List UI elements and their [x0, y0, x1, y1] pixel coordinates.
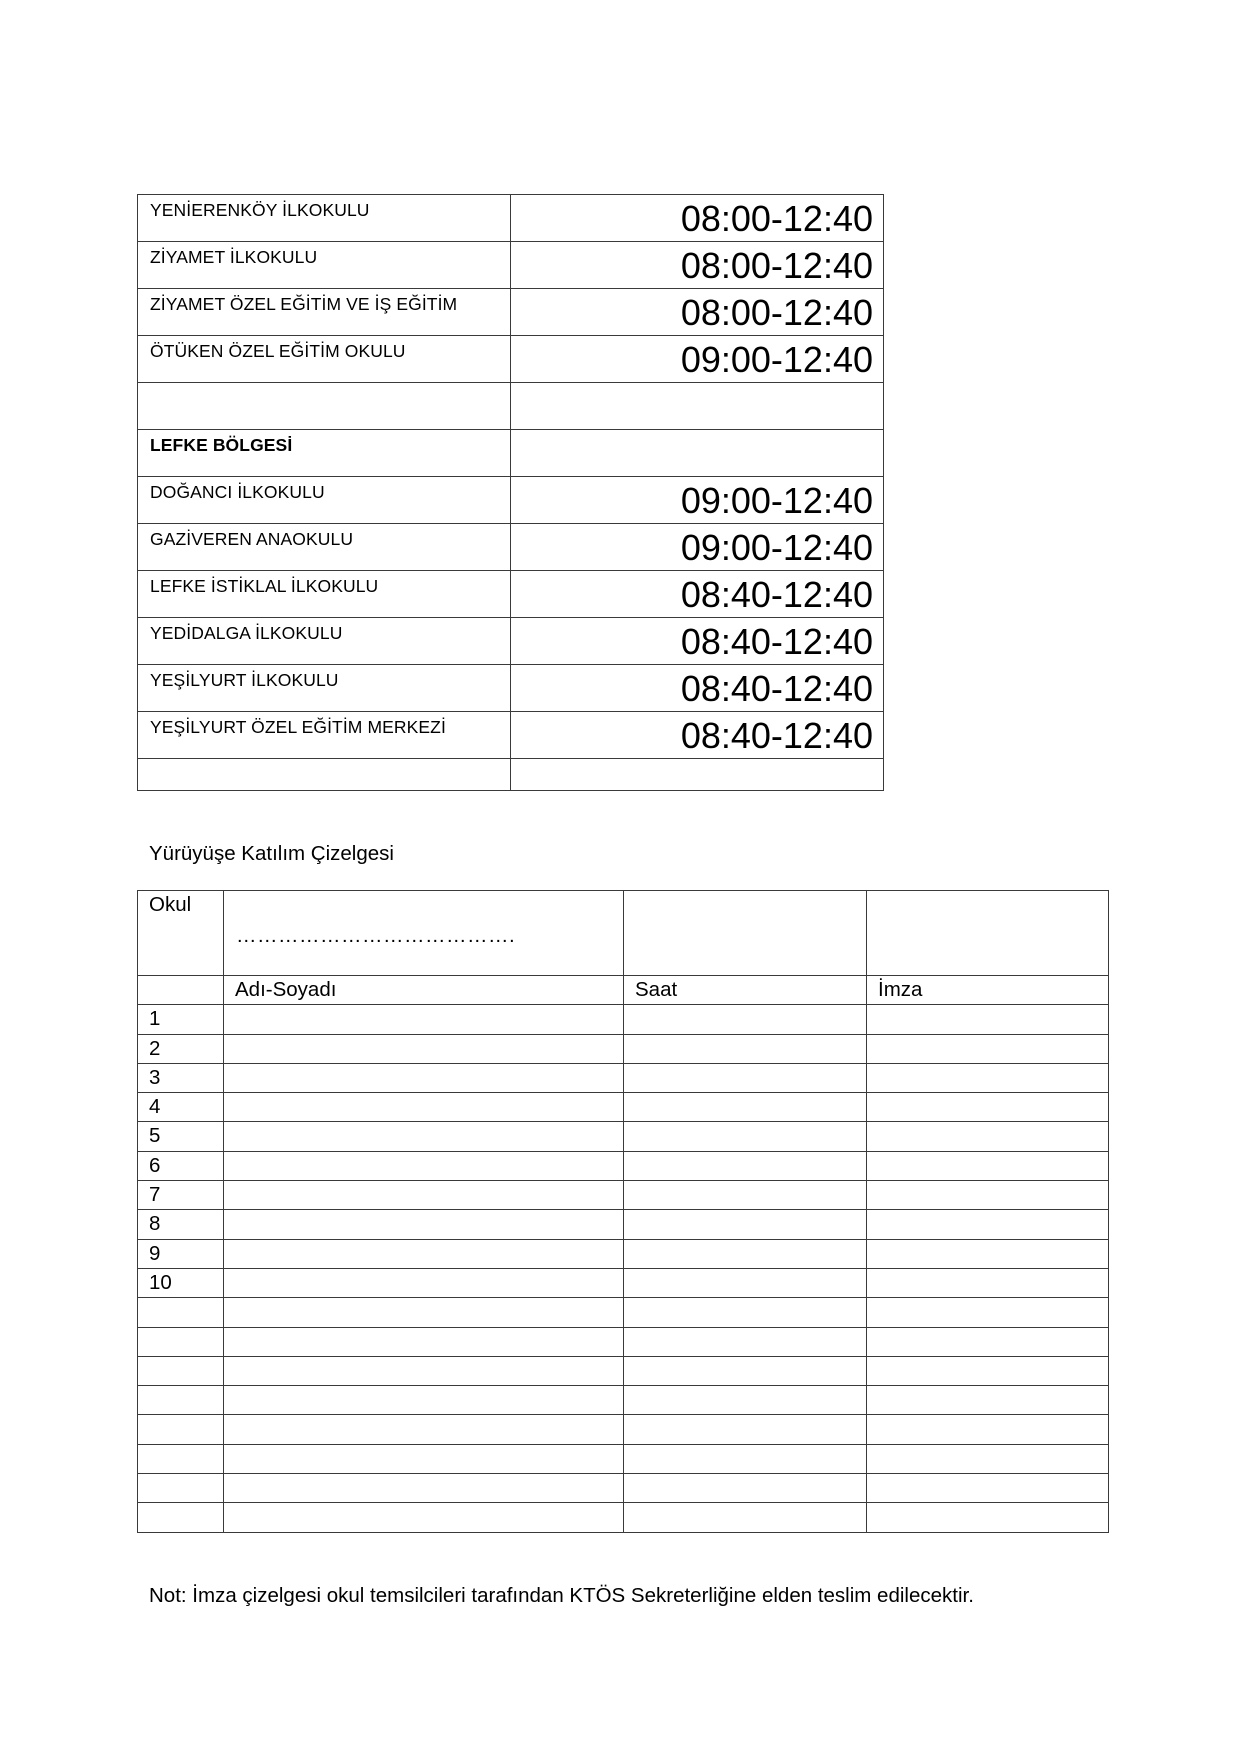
attendance-row — [138, 1063, 1109, 1092]
school-name — [138, 759, 511, 791]
name-cell[interactable] — [224, 1415, 624, 1444]
name-cell[interactable] — [224, 1210, 624, 1239]
signature-cell[interactable] — [867, 1034, 1109, 1063]
schedule-row — [138, 524, 884, 571]
school-time: 08:00-12:40 — [511, 242, 884, 289]
school-name — [138, 383, 511, 430]
school-name: YEŞİLYURT ÖZEL EĞİTİM MERKEZİ — [138, 712, 511, 759]
school-time: 08:40-12:40 — [511, 618, 884, 665]
row-number — [138, 1356, 224, 1385]
attendance-school-row — [138, 891, 1109, 976]
name-cell[interactable] — [224, 1093, 624, 1122]
time-cell[interactable] — [624, 1298, 867, 1327]
attendance-title: Yürüyüşe Katılım Çizelgesi — [149, 842, 394, 865]
name-cell[interactable] — [224, 1474, 624, 1503]
signature-cell[interactable] — [867, 1268, 1109, 1297]
school-time — [511, 383, 884, 430]
school-time — [511, 759, 884, 791]
attendance-row — [138, 1239, 1109, 1268]
signature-cell[interactable] — [867, 1474, 1109, 1503]
row-number: 4 — [138, 1093, 224, 1122]
name-cell[interactable] — [224, 1386, 624, 1415]
name-cell[interactable] — [224, 1181, 624, 1210]
time-cell[interactable] — [624, 1356, 867, 1385]
name-cell[interactable] — [224, 1005, 624, 1034]
attendance-body — [138, 891, 1109, 1533]
time-cell[interactable] — [624, 1503, 867, 1532]
name-cell[interactable] — [224, 1356, 624, 1385]
row-number — [138, 1386, 224, 1415]
signature-cell[interactable] — [867, 1386, 1109, 1415]
attendance-row — [138, 1474, 1109, 1503]
name-cell[interactable] — [224, 1063, 624, 1092]
row-number: 9 — [138, 1239, 224, 1268]
attendance-row — [138, 1298, 1109, 1327]
school-name: LEFKE İSTİKLAL İLKOKULU — [138, 571, 511, 618]
name-cell[interactable] — [224, 1122, 624, 1151]
school-time: 09:00-12:40 — [511, 477, 884, 524]
school-time: 08:40-12:40 — [511, 665, 884, 712]
time-cell[interactable] — [624, 1415, 867, 1444]
row-number — [138, 1503, 224, 1532]
school-name: DOĞANCI İLKOKULU — [138, 477, 511, 524]
row-number — [138, 1444, 224, 1473]
schedule-row — [138, 289, 884, 336]
signature-cell[interactable] — [867, 1005, 1109, 1034]
row-number: 8 — [138, 1210, 224, 1239]
signature-cell[interactable] — [867, 1181, 1109, 1210]
school-name: YEDİDALGA İLKOKULU — [138, 618, 511, 665]
time-cell[interactable] — [624, 1181, 867, 1210]
attendance-table — [137, 890, 1109, 1533]
school-name: YEŞİLYURT İLKOKULU — [138, 665, 511, 712]
time-cell[interactable] — [624, 1005, 867, 1034]
row-number: 1 — [138, 1005, 224, 1034]
time-cell[interactable] — [624, 1474, 867, 1503]
name-cell[interactable] — [224, 1444, 624, 1473]
time-cell[interactable] — [624, 1210, 867, 1239]
school-name: ZİYAMET İLKOKULU — [138, 242, 511, 289]
row-number: 6 — [138, 1151, 224, 1180]
row-number: 2 — [138, 1034, 224, 1063]
row-number: 5 — [138, 1122, 224, 1151]
attendance-row — [138, 1386, 1109, 1415]
attendance-row — [138, 1415, 1109, 1444]
schedule-table — [137, 194, 884, 791]
signature-cell[interactable] — [867, 1444, 1109, 1473]
school-name-field[interactable]: …………………………………. — [224, 891, 624, 976]
row-number — [138, 1474, 224, 1503]
name-cell[interactable] — [224, 1327, 624, 1356]
time-cell[interactable] — [624, 1444, 867, 1473]
signature-cell[interactable] — [867, 1298, 1109, 1327]
name-cell[interactable] — [224, 1151, 624, 1180]
schedule-row — [138, 618, 884, 665]
school-time — [511, 430, 884, 477]
time-cell[interactable] — [624, 1151, 867, 1180]
attendance-row — [138, 1210, 1109, 1239]
schedule-row — [138, 336, 884, 383]
signature-cell[interactable] — [867, 1122, 1109, 1151]
schedule-row — [138, 759, 884, 791]
attendance-row — [138, 1327, 1109, 1356]
row-number — [138, 1415, 224, 1444]
school-name: YENİERENKÖY İLKOKULU — [138, 195, 511, 242]
school-time: 09:00-12:40 — [511, 336, 884, 383]
attendance-row — [138, 1005, 1109, 1034]
school-time: 08:40-12:40 — [511, 712, 884, 759]
attendance-row — [138, 1444, 1109, 1473]
school-label: Okul — [138, 891, 224, 976]
schedule-row — [138, 383, 884, 430]
row-number: 7 — [138, 1181, 224, 1210]
time-cell[interactable] — [624, 1093, 867, 1122]
row-number — [138, 1327, 224, 1356]
attendance-row — [138, 1151, 1109, 1180]
time-cell[interactable] — [624, 1386, 867, 1415]
row-number: 3 — [138, 1063, 224, 1092]
school-name: ZİYAMET ÖZEL EĞİTİM VE İŞ EĞİTİM — [138, 289, 511, 336]
signature-cell[interactable] — [867, 1327, 1109, 1356]
name-cell[interactable] — [224, 1298, 624, 1327]
time-cell[interactable] — [624, 1063, 867, 1092]
region-heading: LEFKE BÖLGESİ — [138, 430, 511, 477]
schedule-row — [138, 712, 884, 759]
time-cell[interactable] — [624, 1239, 867, 1268]
time-cell[interactable] — [624, 1327, 867, 1356]
header-number — [138, 976, 224, 1005]
signature-cell[interactable] — [867, 1210, 1109, 1239]
school-name: ÖTÜKEN ÖZEL EĞİTİM OKULU — [138, 336, 511, 383]
school-time: 09:00-12:40 — [511, 524, 884, 571]
attendance-row — [138, 1268, 1109, 1297]
schedule-row — [138, 665, 884, 712]
schedule-row — [138, 571, 884, 618]
signature-cell[interactable] — [867, 1151, 1109, 1180]
signature-cell[interactable] — [867, 1503, 1109, 1532]
schedule-row — [138, 430, 884, 477]
time-cell[interactable] — [624, 1268, 867, 1297]
attendance-row — [138, 1503, 1109, 1532]
row-number — [138, 1298, 224, 1327]
header-name: Adı-Soyadı — [224, 976, 624, 1005]
school-time: 08:40-12:40 — [511, 571, 884, 618]
name-cell[interactable] — [224, 1503, 624, 1532]
school-name: GAZİVEREN ANAOKULU — [138, 524, 511, 571]
school-time: 08:00-12:40 — [511, 195, 884, 242]
name-cell[interactable] — [224, 1268, 624, 1297]
school-extra-cell — [624, 891, 867, 976]
school-extra-cell — [867, 891, 1109, 976]
signature-cell[interactable] — [867, 1356, 1109, 1385]
signature-cell[interactable] — [867, 1239, 1109, 1268]
header-time: Saat — [624, 976, 867, 1005]
attendance-row — [138, 1122, 1109, 1151]
attendance-header-row — [138, 976, 1109, 1005]
schedule-body — [138, 195, 884, 791]
schedule-row — [138, 195, 884, 242]
footer-note: Not: İmza çizelgesi okul temsilcileri tarafından KTÖS Sekreterliğine elden teslim edilecektir. — [149, 1584, 974, 1607]
row-number: 10 — [138, 1268, 224, 1297]
attendance-row — [138, 1093, 1109, 1122]
time-cell[interactable] — [624, 1034, 867, 1063]
name-cell[interactable] — [224, 1239, 624, 1268]
signature-cell[interactable] — [867, 1093, 1109, 1122]
schedule-row — [138, 242, 884, 289]
signature-cell[interactable] — [867, 1415, 1109, 1444]
header-signature: İmza — [867, 976, 1109, 1005]
school-time: 08:00-12:40 — [511, 289, 884, 336]
attendance-row — [138, 1181, 1109, 1210]
schedule-row — [138, 477, 884, 524]
time-cell[interactable] — [624, 1122, 867, 1151]
attendance-row — [138, 1034, 1109, 1063]
name-cell[interactable] — [224, 1034, 624, 1063]
attendance-row — [138, 1356, 1109, 1385]
signature-cell[interactable] — [867, 1063, 1109, 1092]
